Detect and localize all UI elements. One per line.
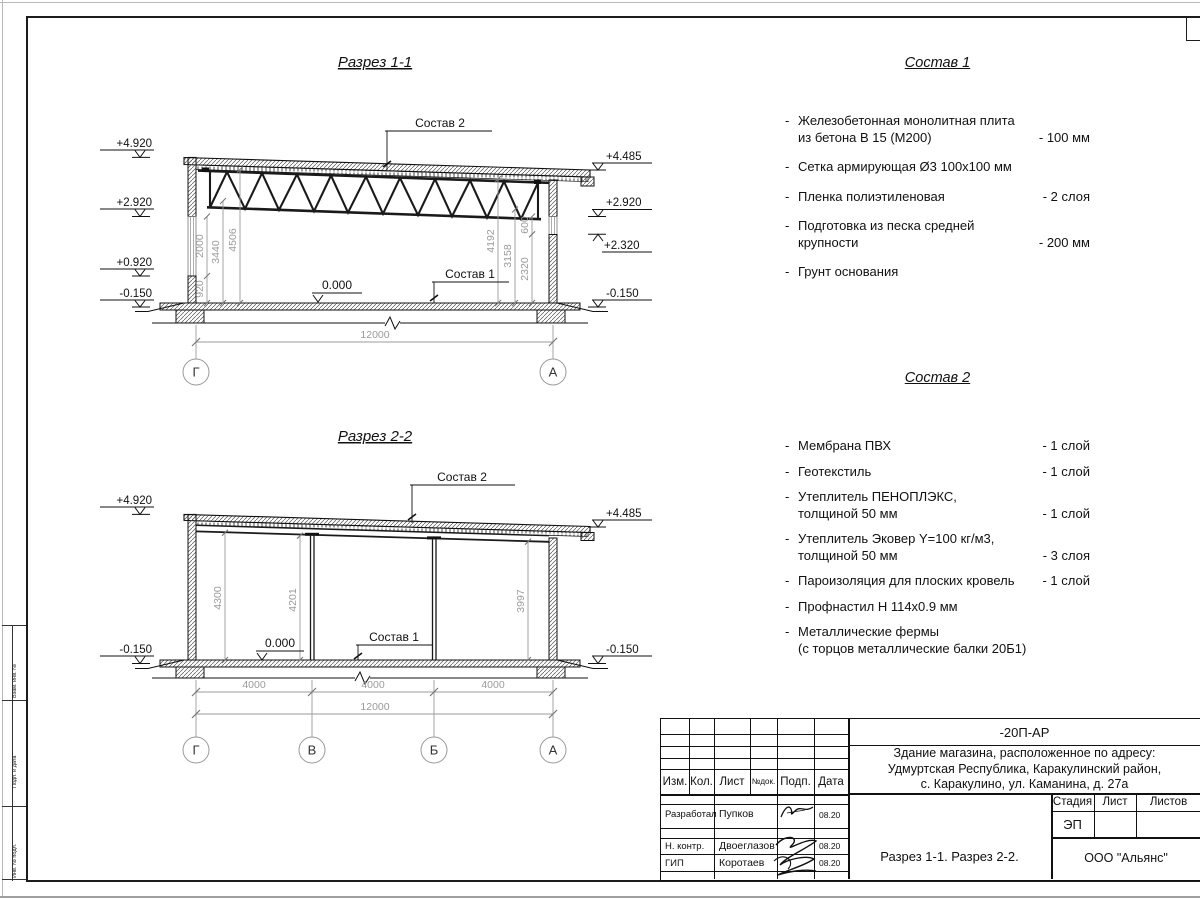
elevation-marks-right [588, 508, 652, 664]
doc-number: -20П-АР [999, 724, 1050, 740]
sostav1-leader-label: Состав 1 [369, 630, 419, 644]
title-block [660, 718, 1200, 881]
right-wall [549, 180, 557, 303]
dim-text: 2320 [519, 257, 531, 281]
elevation-marks-right [588, 151, 652, 307]
elev-mark: -0.150 [119, 288, 152, 300]
elev-mark: +2.920 [606, 197, 642, 209]
axis-label: Б [429, 742, 439, 758]
elevation-marks-left [100, 495, 154, 664]
dim-text: 4201 [287, 588, 299, 612]
elev-mark: +4.485 [606, 151, 642, 163]
side-stamp-label-1: Взам. инв. № [12, 663, 18, 698]
side-stamp-label-2: Подп. и дата [12, 755, 18, 788]
dim-text: 4192 [485, 229, 497, 253]
col-header-izm: Изм. [662, 775, 688, 788]
dim-text: 3997 [515, 589, 527, 613]
col-header-list: Лист [719, 775, 745, 788]
elev-mark: -0.150 [119, 644, 152, 656]
row-date: 08.20 [819, 858, 841, 868]
sostav2-leader-label: Состав 2 [415, 116, 465, 130]
dim-text: 4000 [361, 679, 385, 691]
floor-slab [135, 303, 608, 329]
elev-mark: +2.320 [604, 240, 640, 252]
list-item: - Пароизоляция для плоских кровель - 1 слой [785, 573, 1090, 588]
list-item: - Утеплитель ПЕНОПЛЭКС, толщиной 50 мм - 1 слой [785, 489, 1090, 521]
company-name: ООО "Альянс" [1084, 851, 1168, 865]
zero-level-label: 0.000 [264, 636, 296, 650]
zero-level-label: 0.000 [321, 278, 353, 292]
frame-corner-notch-v [1186, 16, 1187, 40]
list-item: - Мембрана ПВХ - 1 слой [785, 438, 1090, 453]
dim-text: 4000 [242, 679, 266, 691]
elev-mark: -0.150 [606, 644, 639, 656]
signature-razrabotal [775, 799, 817, 825]
axis-label: А [548, 364, 558, 380]
list-item: - Геотекстиль - 1 слой [785, 463, 1090, 479]
sostav-1-list [785, 55, 1090, 294]
leader-labels [312, 116, 509, 303]
sheet-edge-top [0, 2, 1200, 3]
row-name: Двоеглазов [719, 840, 775, 852]
axis-label: В [307, 742, 317, 758]
bottom-dimensions [192, 679, 557, 720]
row-name: Коротаев [719, 857, 765, 869]
row-name: Пупков [719, 808, 754, 820]
leader-labels [256, 470, 515, 660]
elevation-marks-left [100, 138, 154, 307]
bottom-dimension [192, 325, 557, 348]
elev-mark: +4.920 [116, 138, 152, 150]
dim-text: 3158 [502, 244, 514, 268]
roof-slab [184, 514, 594, 541]
dim-text: 4300 [212, 586, 224, 610]
list-item: - Грунт основания [785, 264, 899, 279]
axis-bubbles [183, 346, 566, 385]
side-stamp-label-3: Инв. № подл. [12, 843, 18, 878]
sostav-2-list [785, 370, 1090, 666]
elev-mark: +0.920 [116, 257, 152, 269]
dim-text: 2000 [194, 234, 206, 258]
elev-mark: -0.150 [606, 288, 639, 300]
row-role: Н. контр. [665, 841, 705, 852]
list-item: - Сетка армирующая Ø3 100х100 мм [785, 159, 1012, 174]
row-date: 08.20 [819, 841, 841, 851]
side-stamp [2, 625, 26, 881]
axis-label: Г [192, 364, 200, 380]
row-date: 08.20 [819, 810, 841, 820]
total-dim-text: 12000 [360, 329, 390, 341]
row-role: Разработал [665, 809, 717, 820]
drawing-name: Разрез 1-1. Разрез 2-2. [880, 849, 1019, 864]
section-1-title: Разрез 1-1 [337, 54, 413, 71]
section-1-1-drawing [60, 40, 680, 400]
project-address: Здание магазина, расположенное по адресу: Удмуртская Республика, Каракулинский район, с. Каракулино, ул. Каманина, д. 27а [887, 746, 1162, 791]
left-wall [188, 514, 196, 660]
sheets-label: Листов [1149, 796, 1188, 808]
section-2-2-drawing [60, 420, 680, 780]
frame-corner-notch-h [1186, 40, 1200, 41]
sheet-label: Лист [1102, 796, 1128, 808]
stage-label: Стадия [1052, 796, 1093, 808]
signature-gip [766, 831, 824, 881]
list-item: - Пленка полиэтиленовая - 2 слоя [785, 188, 1090, 204]
dim-text: 920 [194, 280, 206, 298]
dim-text: 3440 [210, 240, 222, 264]
list-item: - Утеплитель Эковер Y=100 кг/м3, толщиной 50 мм - 3 слоя [785, 531, 1090, 563]
dim-text: 4506 [227, 228, 239, 252]
col-header-data: Дата [818, 775, 844, 788]
list-item: - Металлические фермы (с торцов металлические балки 20Б1) [785, 624, 1027, 656]
elev-mark: +4.485 [606, 508, 642, 520]
list-item: - Подготовка из песка средней крупности - 200 мм [785, 218, 1090, 250]
axis-label: Г [192, 742, 200, 758]
stage-value: ЭП [1063, 816, 1082, 832]
list-item: - Профнастил Н 114х0.9 мм [785, 598, 958, 614]
list-item: - Железобетонная монолитная плита из бетона В 15 (М200) - 100 мм [785, 113, 1090, 145]
frame-left [26, 16, 28, 882]
vertical-dimensions [194, 167, 535, 307]
axis-label: А [548, 742, 558, 758]
sostav2-leader-label: Состав 2 [437, 470, 487, 484]
frame-top [26, 16, 1200, 18]
total-dim-text: 12000 [360, 701, 390, 713]
elev-mark: +4.920 [116, 495, 152, 507]
elev-mark: +2.920 [116, 197, 152, 209]
sostav1-leader-label: Состав 1 [445, 267, 495, 281]
col-header-podp: Подп. [780, 775, 811, 788]
row-role: ГИП [665, 858, 684, 869]
section-2-title: Разрез 2-2 [337, 428, 413, 445]
sostav-2-title: Состав 2 [904, 370, 971, 386]
dim-text: 600 [519, 216, 531, 234]
sostav-1-title: Состав 1 [904, 55, 971, 71]
dim-text: 4000 [481, 679, 505, 691]
col-header-kol: Кол. [690, 775, 713, 788]
right-wall [549, 538, 557, 660]
col-header-ndok: №док. [751, 777, 776, 786]
sheet-edge-bottom [0, 896, 1200, 898]
